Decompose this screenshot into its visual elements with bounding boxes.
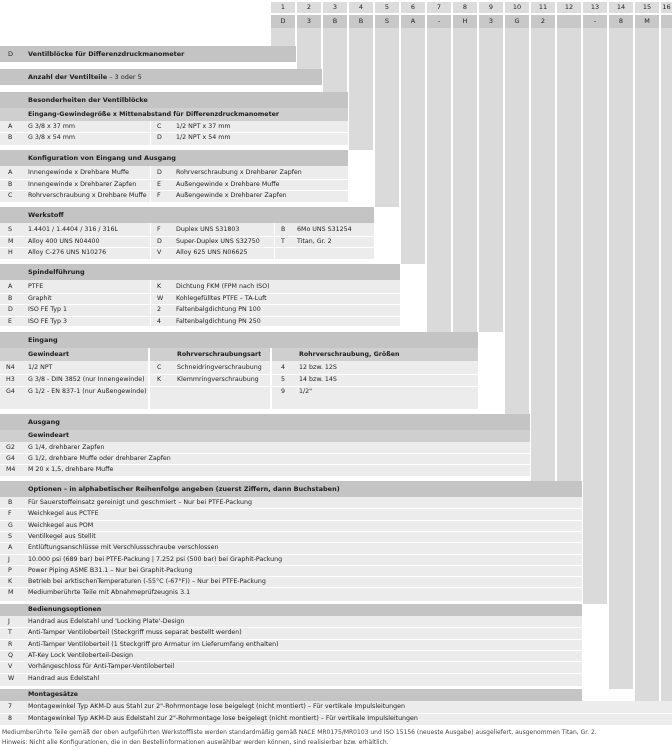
row-divider [0,293,400,294]
option-code: J [8,618,10,625]
option-text: Innengewinde x Drehbarer Zapfen [28,180,137,188]
code-position-6: A [401,15,425,28]
option-text: Klemmringverschraubung [177,376,259,383]
option-code: 2 [157,306,162,313]
option-code: M4 [6,466,16,473]
code-position-3: B [323,15,347,28]
position-5: 5 [375,2,399,13]
connector-column-16 [661,28,672,701]
code-position-9: 3 [479,15,503,28]
row-divider [0,247,374,248]
row-divider [0,374,478,375]
section-title: Ausgang [28,418,60,426]
option-text: Rohrverschraubung x Drehbarer Zapfen [176,169,302,176]
section-title: Konfiguration von Eingang und Ausgang [28,154,176,162]
row-divider [0,650,582,651]
subsection-title: Eingang-Gewindegröße x Mittenabstand für Differenzdruckmanometer [28,111,279,118]
option-text: PTFE [28,283,44,290]
code-position-5: S [375,15,399,28]
option-text: Graphit [28,294,52,302]
option-code: T [8,629,12,637]
code-position-12 [557,15,581,28]
option-text: M 20 x 1,5, drehbare Muffe [28,466,114,473]
section-title: Bedienungsoptionen [28,606,102,613]
option-text: Kohlegefülltes PTFE – TA-Luft [176,294,267,302]
option-code: R [8,640,13,648]
section-header-werkstoff [0,207,374,223]
option-text: Faltenbalgdichtung PN 250 [176,317,261,325]
option-text: Anti-Tamper Ventiloberteil (Steckgriff muss separat bestellt werden) [28,629,242,637]
code-position-8: H [453,15,477,28]
code-position-7: - [427,15,451,28]
position-16: 16 [662,3,671,11]
position-15: 15 [635,2,659,13]
option-text: AT-Key Lock Ventiloberteil-Design [28,651,133,659]
option-code: E [157,180,161,188]
option-code: D [8,306,13,313]
option-code: B [281,226,286,233]
option-code: C [157,364,162,371]
position-12: 12 [557,2,581,13]
option-code: G4 [6,455,15,462]
option-text: Super-Duplex UNS S32750 [176,237,260,245]
option-text: Handrad aus Edelstahl [28,674,100,682]
option-text: 6Mo UNS S31254 [297,226,352,233]
connector-column-2 [297,28,321,69]
option-code: B [8,134,13,141]
option-code: E [8,317,12,325]
connector-column-1 [271,28,295,46]
row-divider [0,316,400,317]
option-text: Ventilkegel aus Stellit [28,532,96,540]
subsection-eingang-groesse [0,108,348,121]
footer-note-nace: Mediumberührte Teile gemäß der oben aufgeführten Werkstoffliste werden standardmäßig gemäß NACE MR0175/MR0103 und ISO 15156 (neueste Ausgabe) ausgeliefert, ausgenommen Titan, Gr. 2. [2,729,597,736]
row-divider [0,531,582,532]
option-code: 4 [157,317,162,325]
option-code: W [157,294,164,302]
option-code: K [8,578,13,586]
option-code: Q [8,651,13,659]
col-title: Rohrverschraubung, Größen [299,351,400,358]
section-header-ventilbloecke [0,46,296,62]
option-code: C [157,123,162,130]
connector-column-13 [583,28,607,604]
section-header-eingang [0,332,478,348]
section-header-montagesaetze [0,689,582,701]
section-header-optionen [0,481,582,497]
section-title: Anzahl der Ventilteile [28,73,108,81]
option-code: A [8,123,13,130]
connector-column-14 [609,28,633,689]
option-code: B [8,294,13,302]
connector-column-9 [479,28,503,332]
option-text: ISO FE Typ 3 [28,317,68,325]
connector-column-6 [401,28,425,264]
option-text: Dichtung FKM (FPM nach ISO) [176,283,270,290]
option-text: Alloy 625 UNS N06625 [176,249,248,256]
row-divider [0,576,582,577]
connector-column-7 [427,28,451,332]
option-code: 5 [281,376,286,383]
option-code: A [8,544,13,552]
row-divider [0,661,582,662]
options-block-eingang-1 [0,361,148,409]
connector-column-10 [505,28,529,414]
connector-column-12 [557,28,581,481]
option-text: G 3/8 x 37 mm [28,123,76,130]
option-text: 1.4401 / 1.4404 / 316 / 316L [28,226,118,233]
option-text: Faltenbalgdichtung PN 100 [176,306,261,313]
position-4: 4 [349,2,373,13]
option-text: 1/2" [299,388,313,395]
position-13: 13 [583,2,607,13]
row-divider [0,520,582,521]
ausgang-col-header-gewindeart [0,430,530,442]
row-divider [0,179,348,180]
section-title: Optionen – in alphabetischer Reihenfolge angeben (zuerst Ziffern, dann Buchstaben) [28,485,340,493]
row-divider [0,464,530,465]
position-9: 9 [479,2,503,13]
option-text: Betrieb bei arktischenTemperaturen (-55°C (-67°F)) – Nur bei PTFE-Packung [28,578,266,586]
option-code: A [8,169,13,176]
code-position-1: D [271,15,295,28]
option-text: Montagewinkel Typ AKM-D aus Edelstahl zur 2"-Rohrmontage lose beigelegt (nicht montiert) – Für vertikale Impulsleitungen [28,714,418,722]
option-code: T [281,237,285,245]
option-text: G 1/2 - EN 837-1 (nur Außengewinde) [28,388,147,395]
option-code: G [8,521,13,529]
option-text: Mediumberührte Teile mit Abnahmeprüfzeugnis 3.1 [28,589,191,597]
section-header-konfiguration [0,150,348,166]
option-code: H [8,249,13,256]
option-text: 1/2 NPT x 54 mm [176,134,231,141]
section-suffix: – 3 oder 5 [107,73,142,81]
column-divider [274,223,275,259]
code-position-2: 3 [297,15,321,28]
row-divider [0,508,582,509]
eingang-col-header-gewindeart [0,348,148,361]
option-code: H3 [6,376,15,383]
position-6: 6 [401,2,425,13]
code-position-16 [661,15,672,28]
option-code: M [8,237,14,245]
section-header-spindelfuehrung [0,264,400,280]
option-text: Weichkegel aus POM [28,521,94,529]
column-divider [150,280,151,326]
code-d: D [8,50,14,58]
option-text: Außengewinde x Drehbarer Zapfen [176,192,287,199]
option-text: Montagewinkel Typ AKM-D aus Stahl zur 2"-Rohrmontage lose beigelegt (nicht montiert) – Für vertikale Impulsleitungen [28,703,406,710]
option-text: Außengewinde x Drehbare Muffe [176,180,280,188]
row-divider [0,587,582,588]
connector-column-3 [323,28,347,92]
row-divider [0,554,582,555]
option-text: G 1/2, drehbare Muffe oder drehbarer Zapfen [28,455,171,462]
row-divider [0,639,582,640]
option-code: B [8,180,13,188]
row-divider [0,386,478,387]
connector-column-15 [635,28,659,701]
row-divider [0,132,348,133]
option-code: G2 [6,444,15,451]
section-title: Besonderheiten der Ventilblöcke [28,96,148,104]
section-title: Ventilblöcke für Differenzdruckmanometer [28,50,185,58]
column-divider [150,223,151,259]
option-code: D [157,237,162,245]
option-text: Weichkegel aus PCTFE [28,510,99,518]
option-code: B [8,499,13,506]
row-divider [0,190,348,191]
option-code: V [157,249,162,256]
option-text: G 3/8 - DIN 3852 (nur Innengewinde) [28,376,145,383]
option-text: Schneidringverschraubung [177,364,262,371]
row-divider [0,236,374,237]
option-code: 4 [281,364,286,371]
section-header-anzahl [0,69,322,85]
row-divider [0,565,582,566]
option-code: 9 [281,388,286,395]
position-3: 3 [323,2,347,13]
option-text: 12 bzw. 12S [299,364,337,371]
option-code: K [157,376,162,383]
option-text: 1/2 NPT [28,364,53,371]
position-8: 8 [453,2,477,13]
code-position-11: 2 [531,15,555,28]
col-title: Rohrverschraubungsart [177,351,262,358]
option-code: G4 [6,388,15,395]
option-text: Vorhängeschloss für Anti-Tamper-Ventiloberteil [28,663,175,671]
option-text: Für Sauerstoffeinsatz gereinigt und geschmiert – Nur bei PTFE-Packung [28,499,253,506]
option-code: M [8,589,14,597]
eingang-col-header-rohrart [150,348,270,361]
row-divider [0,627,582,628]
option-code: J [8,555,10,563]
col-title: Gewindeart [28,351,70,358]
option-text: Alloy C-276 UNS N10276 [28,249,107,256]
option-text: Titan, Gr. 2 [297,237,332,245]
connector-column-8 [453,28,477,332]
option-code: K [157,283,162,290]
option-text: Duplex UNS S31803 [176,226,240,233]
option-text: G 3/8 x 54 mm [28,134,76,141]
section-title: Eingang [28,336,58,344]
option-text: G 1/4, drehbarer Zapfen [28,444,105,451]
eingang-col-header-groessen [272,348,478,361]
option-text: 1/2 NPT x 37 mm [176,123,231,130]
section-title: Werkstoff [28,211,64,219]
code-position-13: - [583,15,607,28]
row-divider [0,713,672,714]
option-code: 7 [8,703,13,710]
section-header-besonderheiten [0,92,348,108]
connector-column-11 [531,28,555,481]
section-title: Spindelführung [28,268,85,276]
option-code: 8 [8,714,13,722]
option-code: D [157,169,162,176]
code-position-15: M [635,15,659,28]
option-code: F [157,192,161,199]
option-code: S [8,532,12,540]
option-code: S [8,226,12,233]
footer-hinweis: Hinweis: Nicht alle Konfigurationen, die in den Bestellinformationen auswählbar werden können, sind realisierbar bzw. erhältlich. [2,739,389,746]
col-title: Gewindeart [28,432,70,439]
option-code: F [157,226,161,233]
option-text: Entlüftungsanschlüsse mit Verschlussschraube verschlossen [28,544,219,552]
option-text: 10.000 psi (689 bar) bei PTFE-Packung | 7.252 psi (500 bar) bei Graphit-Packung [28,555,283,563]
position-11: 11 [531,2,555,13]
option-code: V [8,663,13,671]
option-code: A [8,283,13,290]
option-code: D [157,134,162,141]
position-10: 10 [505,2,529,13]
option-text: Power Piping ASME B31.1 – Nur bei Graphit-Packung [28,566,193,574]
option-text: Handrad aus Edelstahl und 'Locking Plate'-Design [28,618,185,625]
option-code: F [8,510,12,518]
section-header-ausgang [0,414,530,430]
column-divider [150,121,151,145]
position-7: 7 [427,2,451,13]
option-text: Innengewinde x Drehbare Muffe [28,169,130,176]
row-divider [0,304,400,305]
column-divider [150,166,151,202]
row-divider [0,453,530,454]
option-text: 14 bzw. 14S [299,376,337,383]
option-text: Alloy 400 UNS N04400 [28,237,100,245]
option-text: ISO FE Typ 1 [28,306,68,313]
position-2: 2 [297,2,321,13]
section-header-bedienungsoptionen [0,604,582,616]
position-1: 1 [271,2,295,13]
code-position-14: 8 [609,15,633,28]
row-divider [0,542,582,543]
option-code: N4 [6,364,15,371]
option-code: W [8,674,15,682]
option-code: C [8,192,13,199]
section-title: Montagesätze [28,691,79,698]
row-divider [0,673,582,674]
position-14: 14 [609,2,633,13]
option-text: Rohrverschraubung x Drehbare Muffe [28,192,147,199]
option-code: P [8,566,12,574]
code-position-10: G [505,15,529,28]
connector-column-5 [375,28,399,207]
option-text: Anti-Tamper Ventiloberteil (1 Steckgriff pro Armatur im Lieferumfang enthalten) [28,640,279,648]
code-position-4: B [349,15,373,28]
connector-column-4 [349,28,373,150]
